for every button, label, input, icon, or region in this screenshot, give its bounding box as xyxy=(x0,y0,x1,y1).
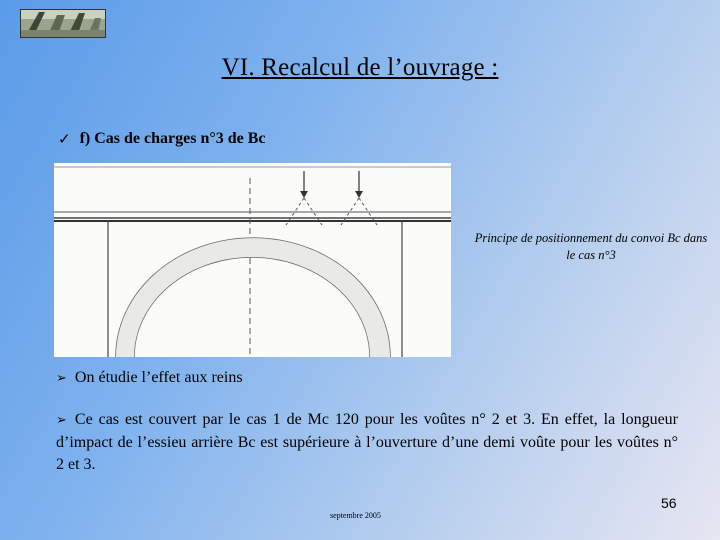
figure-caption: Principe de positionnement du convoi Bc dans le cas n°3 xyxy=(474,231,708,262)
arrow-bullet-icon: ➢ xyxy=(56,413,67,428)
checkmark-icon: ✓ xyxy=(58,130,71,148)
bullet-2-text: Ce cas est couvert par le cas 1 de Mc 120 pour les voûtes n° 2 et 3. En effet, la longueur d’impact de l’essieu arrière Bc est supérieure à l’ouverture d’une demi voûte pour les voûtes n° 2 et 3. xyxy=(56,411,678,473)
footer-date: septembre 2005 xyxy=(330,511,381,520)
subtitle-line xyxy=(58,130,266,148)
bullet-paragraph-1 xyxy=(56,367,243,390)
slide-title: VI. Recalcul de l’ouvrage : xyxy=(221,54,499,81)
logo-image xyxy=(20,9,106,38)
bullet-1-text: On étudie l’effet aux reins xyxy=(74,369,243,386)
arch-drawing xyxy=(54,163,451,357)
logo-photo-icon xyxy=(21,10,105,37)
bullet-paragraph-2 xyxy=(56,409,678,476)
page-number: 56 xyxy=(661,495,677,511)
arrow-bullet-icon: ➢ xyxy=(56,371,67,386)
subtitle-text: f) Cas de charges n°3 de Bc xyxy=(79,130,266,147)
arch-diagram xyxy=(54,163,451,357)
